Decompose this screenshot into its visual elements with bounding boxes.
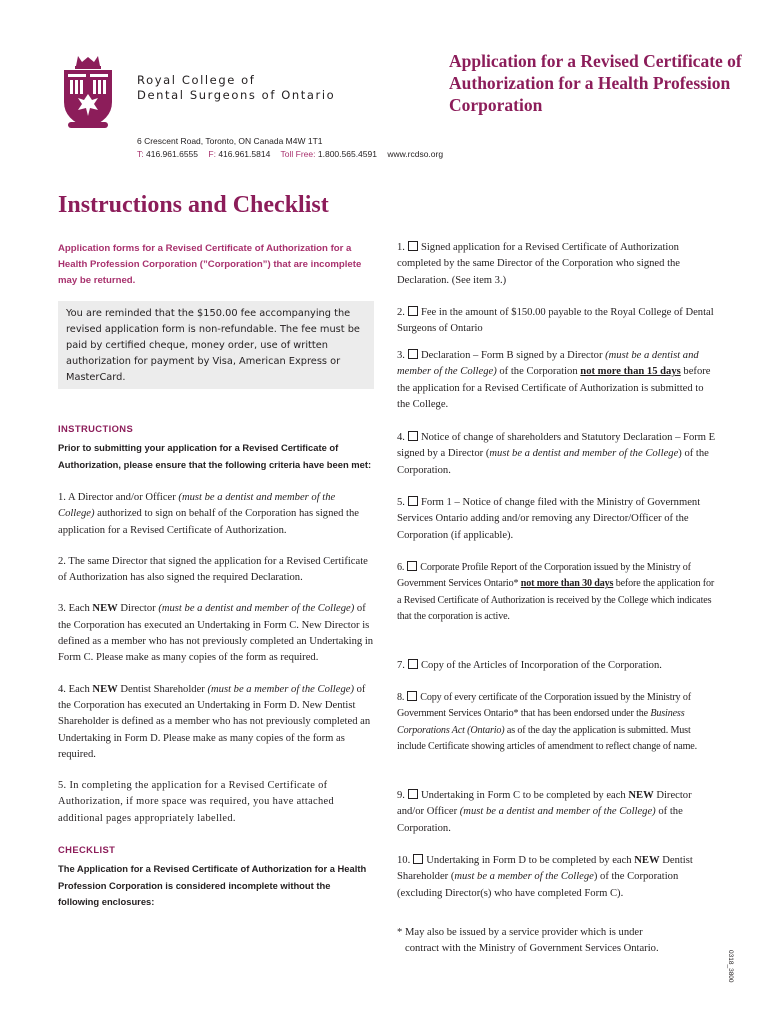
checklist-intro: The Application for a Revised Certificate of Authorization for a Health Profession Corporation is considered incomplete without the following enclosures: [58, 863, 367, 908]
checkbox-2[interactable] [408, 306, 418, 316]
checklist-item-8: 8. Copy of every certificate of the Corporation issued by the Ministry of Government Services Ontario* that has been endorsed under the Business Corporations Act (Ontario) as of the day the application is submitted. Must include Certificate showing articles of amendment to reflect change of name. [397, 692, 697, 752]
fee-notice-box: You are reminded that the $150.00 fee accompanying the revised application form is non-refundable. The fee must be paid by certified cheque, money order, use of written authorization for payment by Visa, American Express or MasterCard. [58, 301, 374, 389]
footnote: * May also be issued by a service provider which is under contract with the Ministry of Government Services Ontario. [397, 927, 659, 955]
criterion-4: 4. Each NEW Dentist Shareholder (must be a member of the College) of the Corporation has executed an Undertaking in Form D. New Dentist Shareholder is defined as a member who has not previously completed an Undertaking in Form D. Please make as many copies of the form as required. [58, 683, 371, 760]
checkbox-9[interactable] [408, 789, 418, 799]
checkbox-10[interactable] [413, 854, 423, 864]
telephone-label: T: [137, 149, 144, 159]
checklist-heading: CHECKLIST [58, 844, 116, 856]
checklist-item-10: 10. Undertaking in Form D to be completed by each NEW Dentist Shareholder (must be a member of the College) of the Corporation (excluding Director(s) who have completed Form C). [397, 855, 693, 899]
incomplete-warning: Application forms for a Revised Certificate of Authorization for a Health Profession Corporation (”Corporation”) that are incomplete may be returned. [58, 243, 362, 286]
checkbox-5[interactable] [408, 496, 418, 506]
fax-label: F: [208, 149, 216, 159]
contact-line [137, 148, 443, 161]
checkbox-6[interactable] [407, 561, 417, 571]
checkbox-8[interactable] [407, 691, 417, 701]
website-link[interactable]: www.rcdso.org [387, 149, 444, 159]
criterion-1: 1. A Director and/or Officer (must be a dentist and member of the College) authorized to sign on behalf of the Corporation has signed the application for a Revised Certificate of Authorization. [58, 492, 359, 536]
street-address: 6 Crescent Road, Toronto, ON Canada M4W 1T1 [137, 136, 323, 146]
document-title: Application for a Revised Certificate of Authorization for a Health Profession Corporation [449, 51, 742, 115]
toll-free-label: Toll Free: [280, 149, 316, 159]
fax-number: 416.961.5814 [218, 149, 271, 159]
instructions-intro: Prior to submitting your application for a Revised Certificate of Authorization, please ensure that the following criteria have been met: [58, 442, 372, 470]
checklist-item-7: 7. Copy of the Articles of Incorporation of the Corporation. [397, 660, 662, 671]
telephone-number: 416.961.6555 [146, 149, 198, 159]
college-name [137, 73, 335, 103]
checkbox-1[interactable] [408, 241, 418, 251]
criterion-2: 2. The same Director that signed the application for a Revised Certificate of Authorization has also signed the required Declaration. [58, 555, 368, 584]
toll-free-number: 1.800.565.4591 [317, 149, 377, 159]
checkbox-4[interactable] [408, 431, 418, 441]
checklist-item-9: 9. Undertaking in Form C to be completed by each NEW Director and/or Officer (must be a dentist and member of the College) of the Corporation. [397, 790, 692, 834]
instructions-column [58, 241, 374, 911]
form-code: 0318_3800 [727, 950, 734, 983]
checkbox-3[interactable] [408, 349, 418, 359]
checklist-item-6: 6. Corporate Profile Report of the Corporation issued by the Ministry of Government Services Ontario* not more than 30 days before the application for a Revised Certificate of Authorization is received by the College which indicates that the corporation is active. [397, 562, 715, 622]
college-crest-icon [62, 54, 114, 130]
checklist-item-2: 2. Fee in the amount of $150.00 payable to the Royal College of Dental Surgeons of Ontario [397, 307, 714, 335]
checklist-item-3: 3. Declaration – Form B signed by a Director (must be a dentist and member of the College) of the Corporation not more than 15 days before the application for a Revised Certificate of Authorization is submitted to the College. [397, 350, 711, 410]
criterion-5: 5. In completing the application for a Revised Certificate of Authorization, if more space was required, you have attached additional pages appropriately labelled. [58, 780, 335, 824]
checklist-item-1: 1. Signed application for a Revised Certificate of Authorization completed by the same Director of the Corporation who signed the Declaration. (See item 3.) [397, 242, 681, 286]
checklist-item-4: 4. Notice of change of shareholders and Statutory Declaration – Form E signed by a Director (must be a dentist and member of the College) of the Corporation. [397, 432, 716, 476]
college-name-line-1: Royal College of [137, 73, 256, 87]
checklist-item-5: 5. Form 1 – Notice of change filed with the Ministry of Government Services Ontario adding and/or removing any Director/Officer of the Corporation (if applicable). [397, 497, 701, 541]
checklist-column [397, 240, 719, 958]
contact-block [137, 135, 443, 161]
criterion-3: 3. Each NEW Director (must be a dentist and member of the College) of the Corporation has executed an Undertaking in Form C. New Director is defined as a member who has not previously completed an Undertaking in Form C. Please make as many copies of the form as required. [58, 603, 374, 664]
college-name-line-2: Dental Surgeons of Ontario [137, 88, 336, 102]
instructions-heading: INSTRUCTIONS [58, 423, 134, 434]
checkbox-7[interactable] [408, 659, 418, 669]
page-heading: Instructions and Checklist [58, 192, 329, 218]
